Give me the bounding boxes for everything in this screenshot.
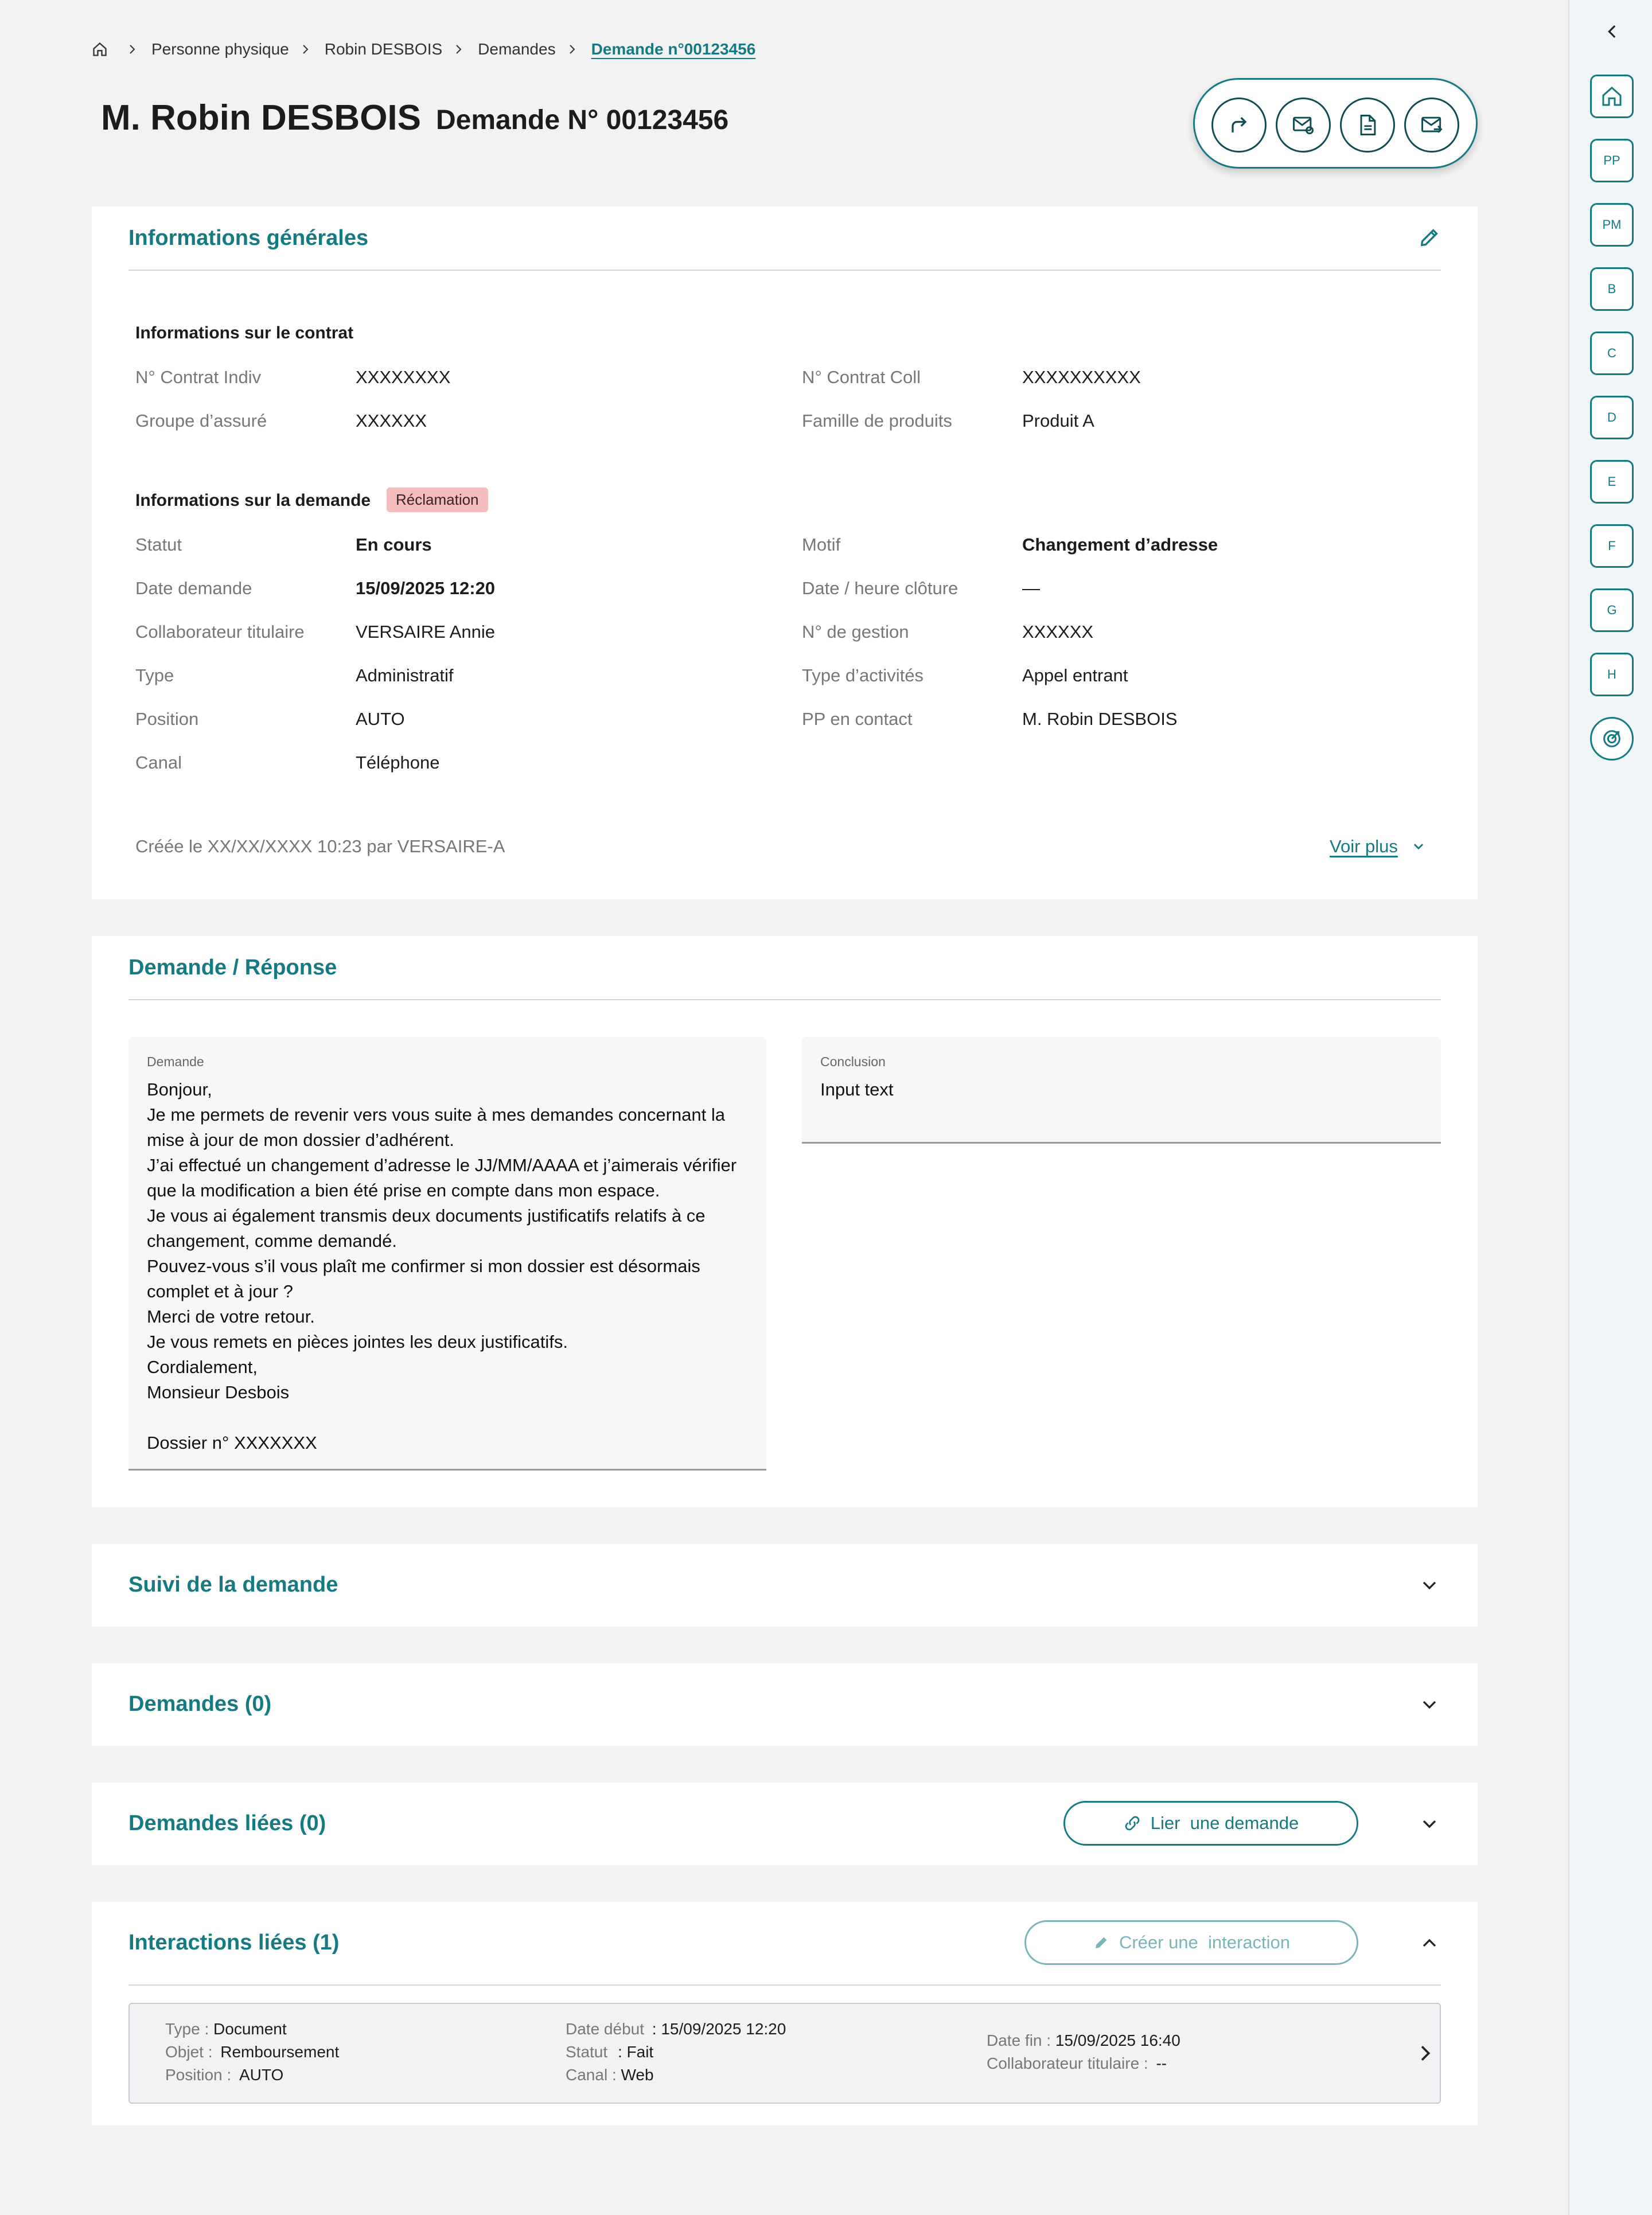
pp-contact-label: PP en contact [802, 709, 913, 729]
groupe-assure-label: Groupe d’assuré [135, 411, 267, 431]
chevron-down-icon[interactable] [1409, 836, 1432, 859]
link-request-label: Lier une demande [1150, 1813, 1299, 1833]
rail-item-pp[interactable]: PP [1590, 139, 1634, 182]
canal-label: Canal [135, 752, 182, 773]
forward-button[interactable] [1211, 98, 1267, 153]
rail-item-d[interactable]: D [1590, 396, 1634, 439]
text-line: mise à jour de mon dossier d’adhérent. [147, 1130, 454, 1150]
interaction-type-label: Type : [165, 2020, 209, 2038]
interaction-collab-label: Collaborateur titulaire : [987, 2054, 1148, 2072]
interaction-position-value: AUTO [239, 2066, 284, 2084]
edit-pencil-icon[interactable] [1418, 226, 1441, 252]
text-line: Bonjour, [147, 1079, 212, 1099]
text-line: complet et à jour ? [147, 1281, 294, 1301]
divider [128, 270, 1441, 271]
type-activites-label: Type d’activités [802, 665, 924, 685]
action-button-group [1193, 78, 1478, 169]
person-name: M. Robin DESBOIS [101, 98, 421, 138]
position-value: AUTO [356, 709, 405, 729]
chevron-right-icon[interactable] [1413, 2042, 1436, 2068]
date-demande-label: Date demande [135, 578, 252, 598]
interaction-date-debut-label: Date début [566, 2020, 644, 2038]
link-request-button[interactable] [1063, 1801, 1358, 1846]
mail-send-icon [1419, 112, 1444, 138]
divider [128, 1984, 1441, 1986]
demandes-liees-card [92, 1783, 1478, 1865]
request-title: Demande N° 00123456 [436, 105, 729, 135]
demandes-title: Demandes (0) [128, 1692, 272, 1716]
contract-indiv-label: N° Contrat Indiv [135, 367, 262, 387]
demande-textarea-label: Demande [147, 1054, 204, 1069]
chevron-down-icon[interactable] [1418, 1574, 1441, 1597]
create-interaction-button[interactable] [1024, 1920, 1358, 1965]
numero-gestion-label: N° de gestion [802, 622, 909, 642]
chevron-down-icon[interactable] [1418, 1693, 1441, 1716]
interaction-statut-value: : Fait [617, 2043, 654, 2061]
interaction-collab-value: -- [1156, 2054, 1167, 2072]
interaction-date-fin-value: 15/09/2025 16:40 [1055, 2031, 1180, 2049]
suivi-title: Suivi de la demande [128, 1573, 338, 1597]
link-icon [1123, 1814, 1141, 1832]
text-line: Dossier n° XXXXXXX [147, 1433, 317, 1453]
conclusion-textarea[interactable] [802, 1037, 1441, 1144]
breadcrumb-item-robin-desbois[interactable]: Robin DESBOIS [324, 40, 443, 58]
interaction-position-label: Position : [165, 2066, 232, 2084]
type-label: Type [135, 665, 174, 685]
text-line: que la modification a bien été prise en compte dans mon espace. [147, 1180, 660, 1200]
text-line: Je me permets de revenir vers vous suite à mes demandes concernant la [147, 1105, 725, 1125]
groupe-assure-value: XXXXXX [356, 411, 427, 431]
mail-settings-icon [1291, 112, 1316, 138]
conclusion-label: Conclusion [820, 1054, 886, 1069]
rail-item-f[interactable]: F [1590, 524, 1634, 568]
text-line: Monsieur Desbois [147, 1382, 290, 1402]
interaction-type-value: Document [213, 2020, 287, 2038]
collaborateur-label: Collaborateur titulaire [135, 622, 305, 642]
interaction-canal-value: Web [621, 2066, 654, 2084]
chevron-down-icon[interactable] [1418, 1812, 1441, 1835]
suivi-card[interactable] [92, 1544, 1478, 1627]
rail-item-b[interactable]: B [1590, 267, 1634, 311]
date-cloture-value: — [1022, 578, 1040, 598]
status-badge: Réclamation [387, 488, 488, 512]
text-line: Pouvez-vous s’il vous plaît me confirmer si mon dossier est désormais [147, 1256, 700, 1276]
breadcrumb [92, 38, 755, 61]
breadcrumb-current[interactable]: Demande n°00123456 [591, 40, 756, 58]
pencil-icon [1093, 1934, 1110, 1951]
text-line: Je vous remets en pièces jointes les deux justificatifs. [147, 1332, 568, 1352]
demande-reponse-title: Demande / Réponse [128, 956, 337, 980]
conclusion-value: Input text [820, 1079, 894, 1099]
interactions-card [92, 1902, 1478, 2126]
general-info-title: Informations générales [128, 226, 369, 250]
text-line: changement, comme demandé. [147, 1231, 397, 1251]
demandes-card[interactable] [92, 1663, 1478, 1746]
mail-settings-button[interactable] [1276, 98, 1331, 153]
pp-contact-value: M. Robin DESBOIS [1022, 709, 1178, 729]
demande-textarea-content [147, 1077, 750, 1456]
chevron-up-icon[interactable] [1418, 1932, 1441, 1955]
demande-reponse-card [92, 936, 1478, 1507]
chevron-right-icon [298, 42, 312, 56]
text-line: Cordialement, [147, 1357, 258, 1377]
type-activites-value: Appel entrant [1022, 665, 1128, 685]
rail-item-c[interactable]: C [1590, 332, 1634, 375]
rail-item-pm[interactable]: PM [1590, 203, 1634, 247]
home-icon[interactable] [92, 41, 108, 57]
famille-produits-label: Famille de produits [802, 411, 952, 431]
text-line: Merci de votre retour. [147, 1307, 315, 1327]
contract-section-title: Informations sur le contrat [135, 323, 354, 342]
collapse-chevron-left-icon[interactable] [1603, 22, 1622, 44]
interaction-objet-value: Remboursement [220, 2043, 340, 2061]
statut-label: Statut [135, 535, 182, 555]
rail-item-h[interactable]: H [1590, 653, 1634, 696]
numero-gestion-value: XXXXXX [1022, 622, 1094, 642]
statut-value: En cours [356, 535, 432, 555]
home-icon [1600, 85, 1623, 108]
chevron-right-icon [451, 42, 465, 56]
interaction-statut-label: Statut [566, 2043, 608, 2061]
rail-home-button[interactable] [1590, 75, 1634, 118]
type-value: Administratif [356, 665, 454, 685]
motif-label: Motif [802, 535, 841, 555]
divider [128, 999, 1441, 1000]
document-button[interactable] [1340, 98, 1395, 153]
collaborateur-value: VERSAIRE Annie [356, 622, 495, 642]
mail-send-button[interactable] [1404, 98, 1459, 153]
text-line [147, 1405, 750, 1430]
rail-target-button[interactable] [1590, 717, 1634, 761]
create-interaction-label: Créer une interaction [1119, 1932, 1291, 1952]
forward-icon [1226, 112, 1252, 138]
contract-coll-label: N° Contrat Coll [802, 367, 921, 387]
breadcrumb-item-demandes[interactable]: Demandes [478, 40, 556, 58]
target-icon [1600, 727, 1623, 750]
document-icon [1355, 112, 1380, 138]
interaction-item[interactable] [128, 2003, 1441, 2104]
position-label: Position [135, 709, 199, 729]
chevron-right-icon [565, 42, 579, 56]
text-line: Je vous ai également transmis deux documents justificatifs relatifs à ce [147, 1206, 706, 1226]
interaction-objet-label: Objet : [165, 2043, 213, 2061]
date-demande-value: 15/09/2025 12:20 [356, 578, 496, 598]
request-section-title: Informations sur la demande [135, 491, 371, 510]
rail-item-e[interactable]: E [1590, 460, 1634, 504]
canal-value: Téléphone [356, 752, 440, 773]
right-rail [1568, 0, 1652, 2215]
contract-indiv-value: XXXXXXXX [356, 367, 451, 387]
created-info: Créée le XX/XX/XXXX 10:23 par VERSAIRE-A [135, 836, 505, 856]
breadcrumb-item-personne-physique[interactable]: Personne physique [151, 40, 289, 58]
contract-coll-value: XXXXXXXXXX [1022, 367, 1141, 387]
famille-produits-value: Produit A [1022, 411, 1094, 431]
text-line: J’ai effectué un changement d’adresse le JJ/MM/AAAA et j’aimerais vérifier [147, 1155, 737, 1175]
general-info-card [92, 206, 1478, 899]
interaction-date-fin-label: Date fin : [987, 2031, 1051, 2049]
demandes-liees-title: Demandes liées (0) [128, 1811, 326, 1835]
motif-value: Changement d’adresse [1022, 535, 1218, 555]
interaction-date-debut-value: : 15/09/2025 12:20 [652, 2020, 786, 2038]
date-cloture-label: Date / heure clôture [802, 578, 959, 598]
chevron-right-icon [125, 42, 139, 56]
rail-item-g[interactable]: G [1590, 588, 1634, 632]
interactions-title: Interactions liées (1) [128, 1931, 340, 1955]
interaction-canal-label: Canal : [566, 2066, 617, 2084]
see-more-link[interactable]: Voir plus [1330, 836, 1398, 856]
demande-textarea[interactable] [128, 1037, 766, 1471]
